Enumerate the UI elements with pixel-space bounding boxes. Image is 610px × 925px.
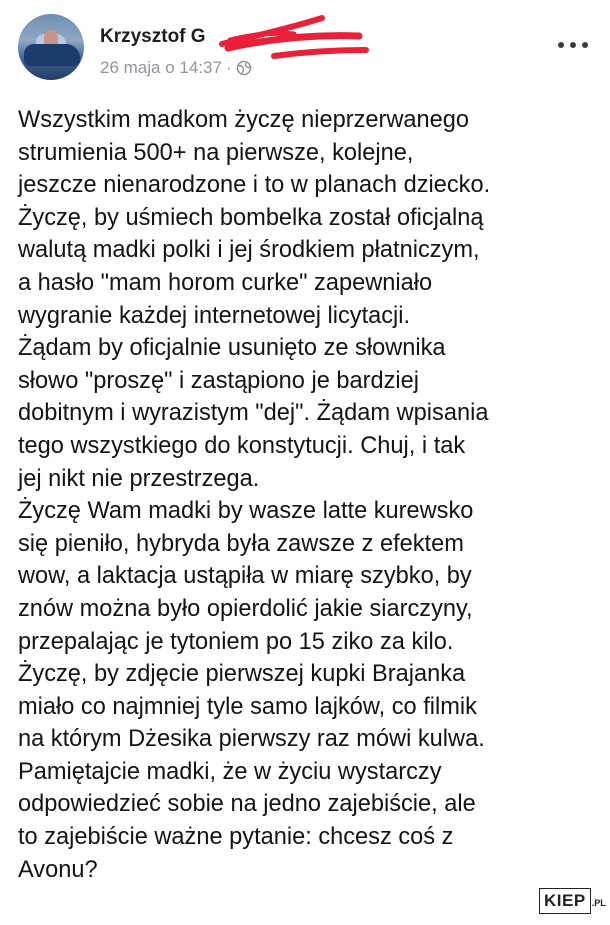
post-timestamp[interactable] bbox=[100, 58, 252, 78]
post-text-line: Życzę, by zdjęcie pierwszej kupki Brajanka bbox=[18, 661, 466, 688]
post-text-line: to zajebiście ważne pytanie: chcesz coś z bbox=[18, 824, 454, 851]
more-options-icon[interactable] bbox=[556, 38, 590, 52]
post-text-line: Żądam by oficjalnie usunięto ze słownika bbox=[18, 335, 446, 362]
post-text-line: Wszystkim madkom życzę nieprzerwanego bbox=[18, 107, 470, 133]
post-text-line: Życzę, by uśmiech bombelka został oficjalną bbox=[18, 204, 484, 231]
post-text-line: wow, a laktacja ustąpiła w miarę szybko, by bbox=[18, 563, 472, 590]
globe-icon bbox=[236, 60, 252, 76]
post-text-line: strumienia 500+ na pierwsze, kolejne, bbox=[18, 139, 414, 166]
post-text-line: się pieniło, hybryda była zawsze z efektem bbox=[18, 530, 464, 557]
post-text-line: miało co najmniej tyle samo lajków, co filmik bbox=[18, 693, 477, 720]
author-name[interactable]: Krzysztof G bbox=[100, 26, 206, 47]
post-text-line: a hasło "mam horom curke" zapewniało bbox=[18, 269, 433, 296]
post-text-line: przepalając je tytoniem po 15 ziko za kilo. bbox=[18, 628, 454, 655]
post-text-line: Avonu? bbox=[18, 856, 98, 883]
post-time-text: 26 maja o 14:37 bbox=[100, 58, 222, 77]
avatar-car bbox=[24, 44, 80, 66]
watermark-logo: KIEP bbox=[539, 888, 591, 914]
post-text-line: Pamiętajcie madki, że w życiu wystarczy bbox=[18, 758, 442, 785]
post-text-line: znów można było opierdolić jakie siarczyny, bbox=[18, 595, 473, 622]
post-text-line: jej nikt nie przestrzega. bbox=[18, 465, 260, 492]
post-text-line: walutą madki polki i jej środkiem płatniczym, bbox=[18, 237, 480, 264]
meta-separator: · bbox=[225, 58, 232, 77]
post-text-line: jeszcze nienarodzone i to w planach dziecko. bbox=[18, 172, 491, 199]
post-text-line: na którym Dżesika pierwszy raz mówi kulwa. bbox=[18, 726, 485, 753]
post-text-line: dobitnym i wyrazistym "dej". Żądam wpisania bbox=[18, 400, 489, 427]
post-header bbox=[0, 0, 610, 90]
site-watermark bbox=[539, 888, 606, 914]
post-text-line: Życzę Wam madki by wasze latte kurewsko bbox=[18, 498, 474, 525]
post-text-line: wygranie każdej internetowej licytacji. bbox=[18, 302, 411, 329]
post-text-line: odpowiedzieć sobie na jedno zajebiście, ale bbox=[18, 791, 476, 818]
post-text bbox=[18, 104, 603, 886]
author-avatar[interactable] bbox=[18, 14, 84, 80]
post-text-line: słowo "proszę" i zastąpiono je bardziej bbox=[18, 367, 420, 394]
watermark-suffix: .PL bbox=[591, 898, 606, 908]
post-text-line: tego wszystkiego do konstytucji. Chuj, i tak bbox=[18, 432, 466, 459]
